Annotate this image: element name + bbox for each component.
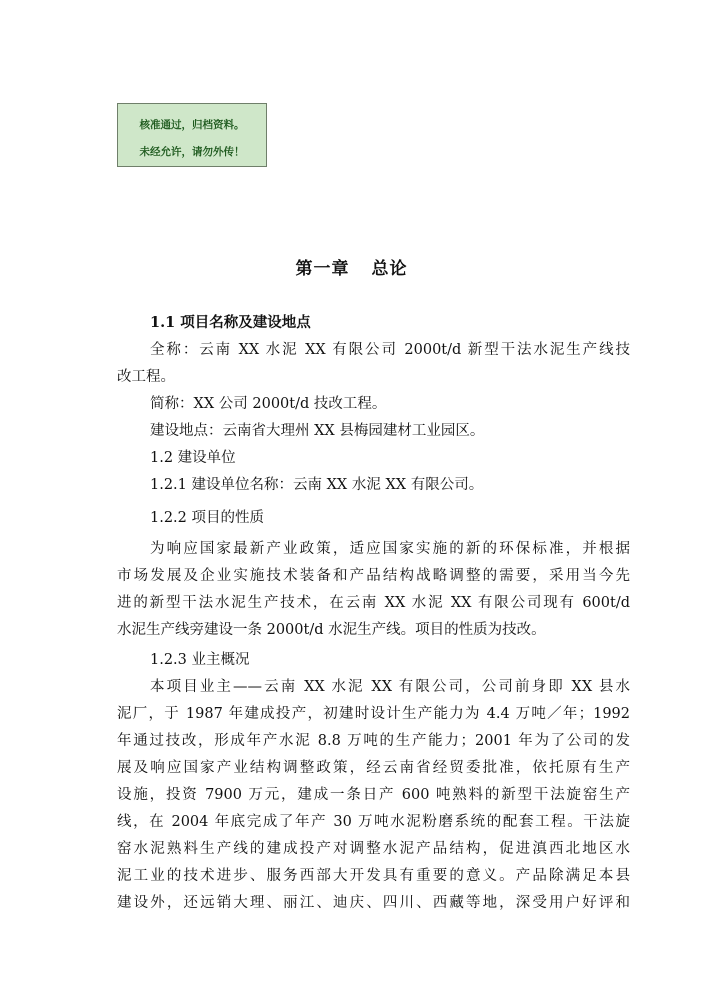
owner-line: 本项目业主——云南 XX 水泥 XX 有限公司，公司前身即 XX 县水 [150, 679, 630, 695]
heading-1-1: 1.1 项目名称及建设地点 [150, 314, 311, 331]
owner-line: 窑水泥熟料生产线的建成投产对调整水泥产品结构，促进滇西北地区水 [117, 841, 630, 857]
heading-1-2-1: 1.2.1 建设单位名称：云南 XX 水泥 XX 有限公司。 [150, 477, 484, 493]
owner-line: 设施，投资 7900 万元，建成一条日产 600 吨熟料的新型干法旋窑生产 [117, 787, 630, 803]
nature-line: 为响应国家最新产业政策，适应国家实施的新的环保标准，并根据 [150, 541, 630, 557]
owner-line: 建设外，还远销大理、丽江、迪庆、四川、西藏等地，深受用户好评和 [117, 895, 630, 911]
full-name-line-1: 全称：云南 XX 水泥 XX 有限公司 2000t/d 新型干法水泥生产线技 [150, 342, 630, 358]
heading-1-2: 1.2 建设单位 [150, 450, 236, 466]
heading-1-2-3: 1.2.3 业主概况 [150, 652, 250, 668]
nature-line: 进的新型干法水泥生产技术，在云南 XX 水泥 XX 有限公司现有 600t/d [117, 595, 630, 611]
full-name-line-2: 改工程。 [117, 369, 175, 385]
nature-line: 水泥生产线旁建设一条 2000t/d 水泥生产线。项目的性质为技改。 [117, 622, 546, 638]
owner-line: 泥厂，于 1987 年建成投产，初建时设计生产能力为 4.4 万吨／年；1992 [117, 706, 630, 722]
chapter-title [0, 254, 703, 279]
nature-line: 市场发展及企业实施技术装备和产品结构战略调整的需要，采用当今先 [117, 568, 630, 584]
owner-line: 线，在 2004 年底完成了年产 30 万吨水泥粉磨系统的配套工程。干法旋 [117, 814, 630, 830]
heading-1-2-2: 1.2.2 项目的性质 [150, 510, 265, 526]
owner-line: 年通过技改，形成年产水泥 8.8 万吨的生产能力；2001 年为了公司的发 [117, 733, 630, 749]
archive-stamp [117, 103, 267, 167]
stamp-line-approved: 核准通过，归档资料。 [139, 119, 245, 131]
build-location: 建设地点：云南省大理州 XX 县梅园建材工业园区。 [150, 423, 485, 439]
chapter-number: 第一章 [295, 259, 350, 279]
owner-line: 展及响应国家产业结构调整政策，经云南省经贸委批准，依托原有生产 [117, 760, 630, 776]
stamp-line-confidential: 未经允许，请勿外传！ [139, 146, 245, 158]
short-name: 简称：XX 公司 2000t/d 技改工程。 [150, 396, 387, 412]
owner-line: 泥工业的技术进步、服务西部大开发具有重要的意义。产品除满足本县 [117, 868, 630, 884]
chapter-name: 总论 [371, 259, 408, 279]
